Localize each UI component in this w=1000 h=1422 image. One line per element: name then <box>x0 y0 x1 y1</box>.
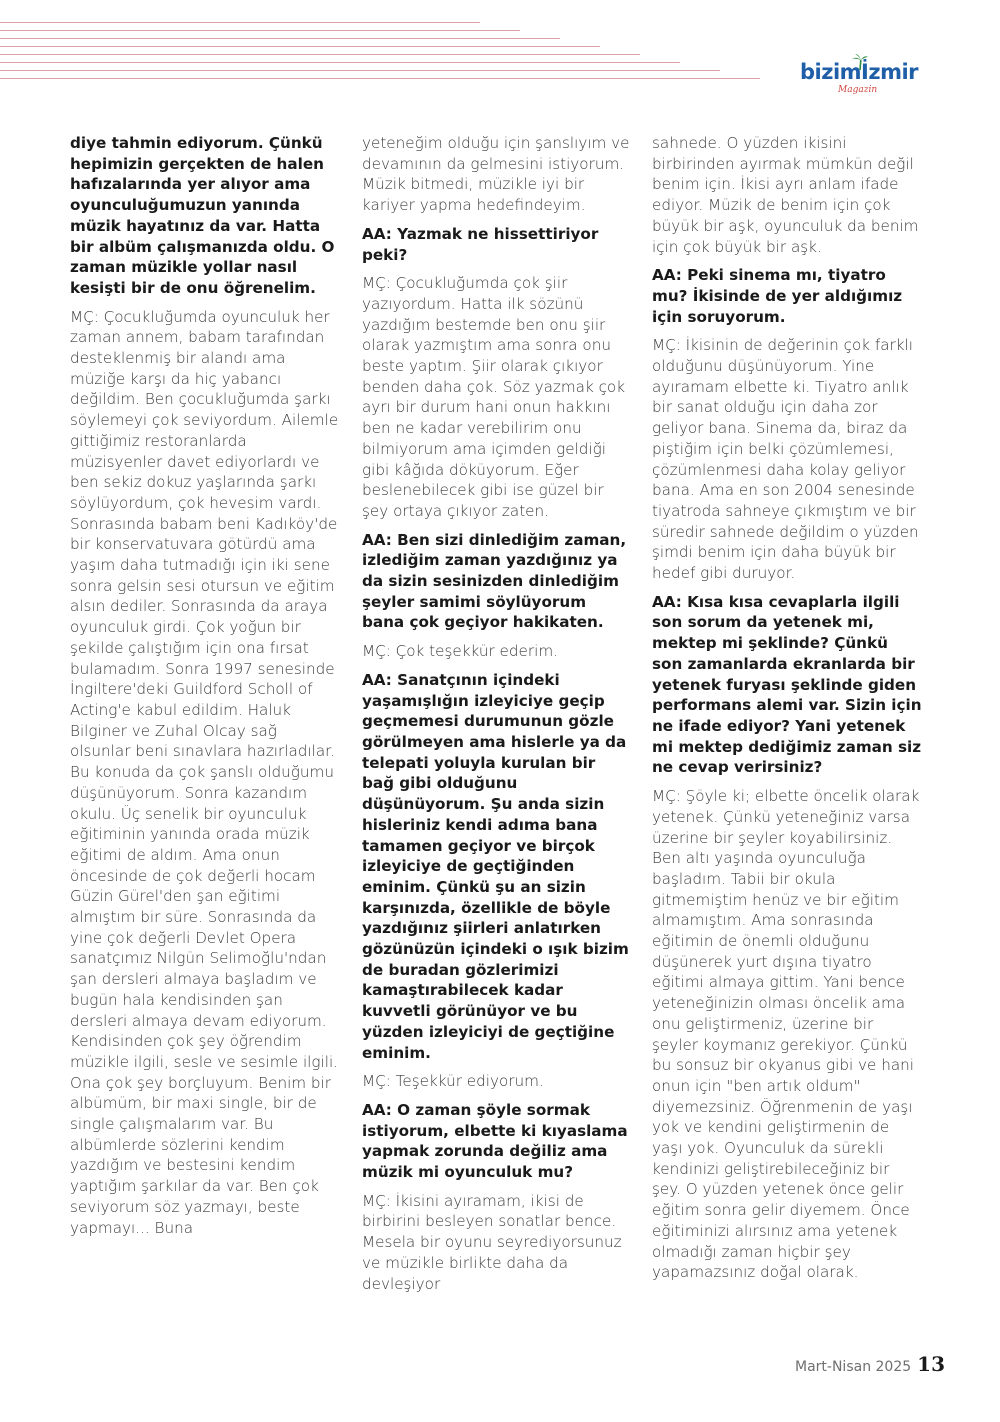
interview-question: AA: Kısa kısa cevaplarla ilgili son sorum da yetenek mi, mektep mi şeklinde? Çünkü son zamanlarda ekranlarda bir yetenek furyası şeklinde giden performans alemi var. Sizin için ne ifade ediyor? Yani yetenek mi mektep dediğimiz zaman siz ne cevap verirsiniz? <box>652 592 922 777</box>
interview-answer: MÇ: Çocukluğumda çok şiir yazıyordum. Hatta ilk sözünü yazdığım bestemde ben onu şiir olarak yazmıştım ama sonra onu beste yaptım. Şiir olarak çıkıyor benden daha çok. Söz yazmak çok ayrı bir durum hani onun hakkını ben ne kadar verebilirim onu bilmiyorum ama içimden geldiği gibi kâğıda döküyorum. Eğer beslenebilecek gibi ise güzel bir şey ortaya çıkıyor zaten. <box>362 274 626 520</box>
interview-answer: MÇ: Şöyle ki; elbette öncelik olarak yetenek. Çünkü yeteneğiniz varsa üzerine bir şeyler koyabilirsiniz. Ben altı yaşında oyunculuğa başladım. Tabii bir okula gitmemiştim henüz ve bir eğitim almamıştım. Ama sonrasında eğitimin de önemli olduğunu düşünerek yurt dışına tiyatro eğitimi almaya gittim. Yani bence yeteneğinizin olması öncelik ama onu geliştirmeniz, üzerine bir şeyler koymanız gerekiyor. Çünkü bu sonsuz bir okyanus gibi ve hani onun için "ben artık oldum" diyemezsiniz. Öğrenmenin de yaşı yok ve kendini geliştirmenin de yaşı yok. Oyunculuk da sürekli kendinizi geliştirebileceğiniz bir şey. O yüzden yetenek önce gelir eğitim sonra gelir diyemem. Önce eğitiminizi alırsınız ama yetenek olmadığı zaman hiçbir şey yapamazsınız doğal olarak. <box>652 787 920 1282</box>
interview-question: AA: Ben sizi dinlediğim zaman, izlediğim zaman yazdığınız ya da sizin sesinizden dinlediğim şeyler samimi söylüyorum bana çok geçiyor hakikaten. <box>362 530 627 632</box>
text-column-3 <box>652 133 922 1291</box>
header-decorative-lines <box>0 0 800 100</box>
interview-answer: MÇ: İkisini ayıramam, ikisi de birbirini besleyen sonatlar bence. Mesela bir oyunu seyrediyorsunuz ve müzikle birlikte daha da devleşiyor <box>362 1191 622 1293</box>
page-footer <box>795 1352 945 1376</box>
interview-question: diye tahmin ediyorum. Çünkü hepimizin gerçekten de halen hafızalarında yer alıyor ama oyunculuğumuzun yanında müzik hayatınız da var. Hatta bir albüm çalışmanızda oldu. O zaman müzikle yollar nasıl kesişti bir de onu öğrenelim. <box>70 134 335 297</box>
interview-answer: sahnede. O yüzden ikisini birbirinden ayırmak mümkün değil benim için. İkisi ayrı anlam ifade ediyor. Müzik de benim için çok büyük bir aşk, oyunculuk da benim için çok büyük bir aşk. <box>652 134 919 256</box>
interview-answer: MÇ: Çok teşekkür ederim. <box>362 642 558 661</box>
interview-answer: MÇ: İkisinin de değerinin çok farklı olduğunu düşünüyorum. Yine ayıramam elbette ki. Tiyatro anlık bir sanat olduğu için daha zor geliyor bana. Sinema da, biraz da piştiğim için belki çözümlemesi, çözümlenmesi daha kolay geliyor bana. Ama en son 2004 senesinde tiyatroda sahneye çıkmıştım ve bir süredir sahnede değildim o yüzden şimdi benim için daha büyük bir hedef gibi duruyor. <box>652 336 919 583</box>
interview-question: AA: Sanatçının içindeki yaşamışlığın izleyiciye geçip geçmemesi durumunun gözle görülmeyen ama hislerle ya da telepati yoluyla kurulan bir bağ gibi olduğunu düşünüyorum. Şu anda sizin hisleriniz kendi adıma bana tamamen geçiyor ve birçok izleyiciye de geçtiğinden eminim. Çünkü şu an sizin karşınızda, özellikle de böyle yazdığınız şiirleri anlatırken gözünüzün içindeki o ışık bizim de buradan gözlerimizi kamaştırabilecek kadar kuvvetli görünüyor ve bu yüzden izleyiciyi de geçtiğine eminim. <box>362 670 629 1062</box>
page-number: 13 <box>917 1352 945 1376</box>
brand-logo <box>800 60 940 100</box>
interview-answer: yeteneğim olduğu için şanslıyım ve devamının da gelmesini istiyorum. Müzik bitmedi, müzikle iyi bir kariyer yapma hedefindeyim. <box>362 134 630 215</box>
interview-question: AA: Peki sinema mı, tiyatro mu? İkisinde de yer aldığımız için soruyorum. <box>652 266 903 326</box>
brand-name-part2: İzmir <box>861 60 919 84</box>
brand-name-part1: bizim <box>800 60 862 84</box>
issue-date: Mart-Nisan 2025 <box>795 1359 912 1375</box>
interview-question: AA: Yazmak ne hissettiriyor peki? <box>362 224 599 264</box>
interview-question: AA: O zaman şöyle sormak istiyorum, elbette ki kıyaslama yapmak zorunda değiliz ama müzik mi oyunculuk mu? <box>362 1100 628 1182</box>
text-column-2 <box>362 133 632 1302</box>
text-column-1 <box>70 133 340 1246</box>
interview-answer: MÇ: Çocukluğumda oyunculuk her zaman annem, babam tarafından desteklenmiş bir alandı ama müziğe karşı da hiç yabancı değildim. Ben çocukluğumda şarkı söylemeyi çok seviyordum. Ailemle gittiğimiz restoranlarda müzisyenler davet ediyorlardı ve ben sekiz dokuz yaşlarında şarkı söylüyordum, çok hevesim vardı. Sonrasında babam beni Kadıköy'de bir konservatuvara götürdü ama yaşım daha tutmadığı için iki sene sonra gelsin sesi otursun ve eğitim alsın dediler. Sonrasında da araya oyunculuk girdi. Çok yoğun bir şekilde çalıştığım için ona fırsat bulamadım. Sonra 1997 senesinde İngiltere'deki Guildford Scholl of Acting'e kabul edildim. Haluk Bilginer ve Zuhal Olcay sağ olsunlar beni sınavlara hazırladılar. Bu konuda da çok şanslı olduğumu düşünüyorum. Sonra kazandım okulu. Üç senelik bir oyunculuk eğitiminin yanında orada müzik eğitimi de aldım. Ama onun öncesinde de çok değerli hocam Güzin Gürel'den şan eğitimi almıştım bir süre. Sonrasında da yine çok değerli Devlet Opera sanatçımız Nilgün Selimoğlu'ndan şan dersleri almaya başladım ve bugün hala kendisinden şan dersleri almaya devam ediyorum. Kendisinden çok şey öğrendim müzikle ilgili, sesle ve sesimle ilgili. Ona çok şey borçluyum. Benim bir albümüm, bir maxi single, bir de single çalışmalarım var. Bu albümlerde sözlerini kendim yazdığım ve bestesini kendim yaptığım şarkılar da var. Ben çok seviyorum söz yazmayı, beste yapmayı... Buna <box>70 307 339 1237</box>
brand-subtitle: Magazin <box>838 85 878 95</box>
palm-tree-icon <box>850 54 870 70</box>
interview-answer: MÇ: Teşekkür ediyorum. <box>362 1072 544 1091</box>
